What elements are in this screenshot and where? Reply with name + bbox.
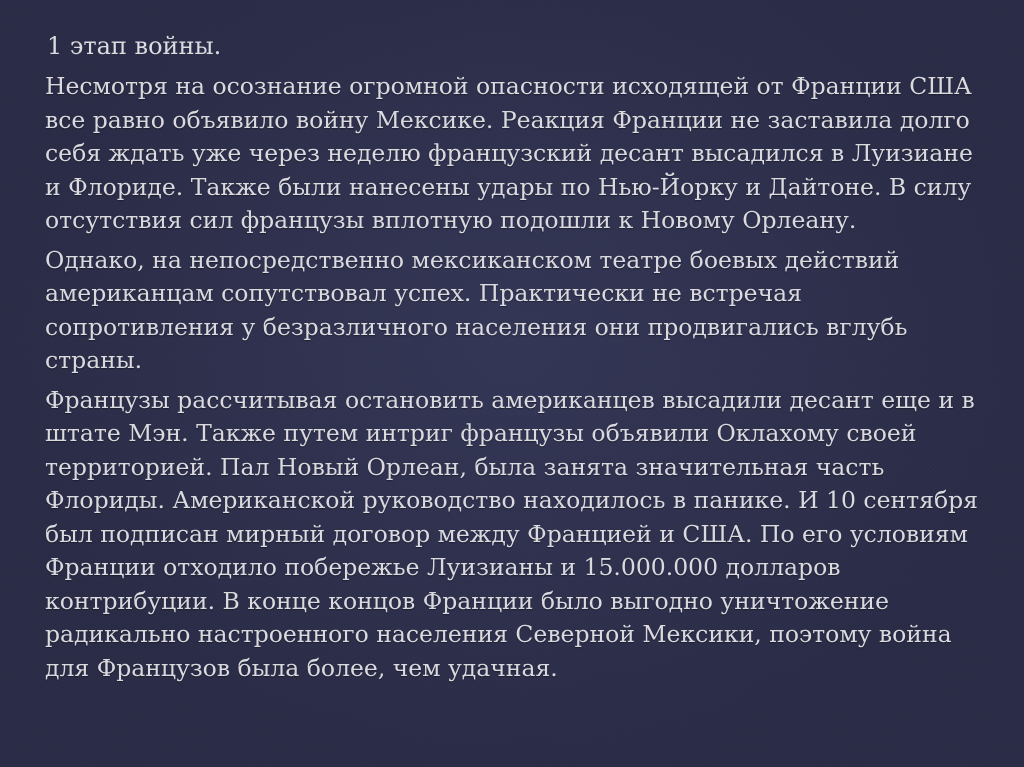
paragraph-2: Однако, на непосредственно мексиканском театре боевых действий американцам сопутствовал успех. Практически не встречая сопротивления у безразличного населения они продвигались вглубь страны.: [45, 245, 908, 374]
paragraph-3: Французы рассчитывая остановить американцев высадили десант еще и в штате Мэн. Также путем интриг французы объявили Оклахому своей территорией. Пал Новый Орлеан, была занята значительная часть Флориды. Американской руководство находилось в панике. И 10 сентября был подписан мирный договор между Францией и США. По его условиям Франции отходило побережье Луизианы и 15.000.000 долларов контрибуции. В конце концов Франции было выгодно уничтожение радикально настроенного населения Северной Мексики, поэтому война для Французов была более, чем удачная.: [45, 385, 979, 682]
slide-title: 1 этап войны.: [47, 32, 222, 60]
paragraph-1: Несмотря на осознание огромной опасности исходящей от Франции США все равно объявило войну Мексике. Реакция Франции не заставила долго себя ждать уже через неделю французский десант высадился в Луизиане и Флориде. Также были нанесены удары по Нью-Йорку и Дайтоне. В силу отсутствия сил французы вплотную подошли к Новому Орлеану.: [45, 72, 973, 234]
